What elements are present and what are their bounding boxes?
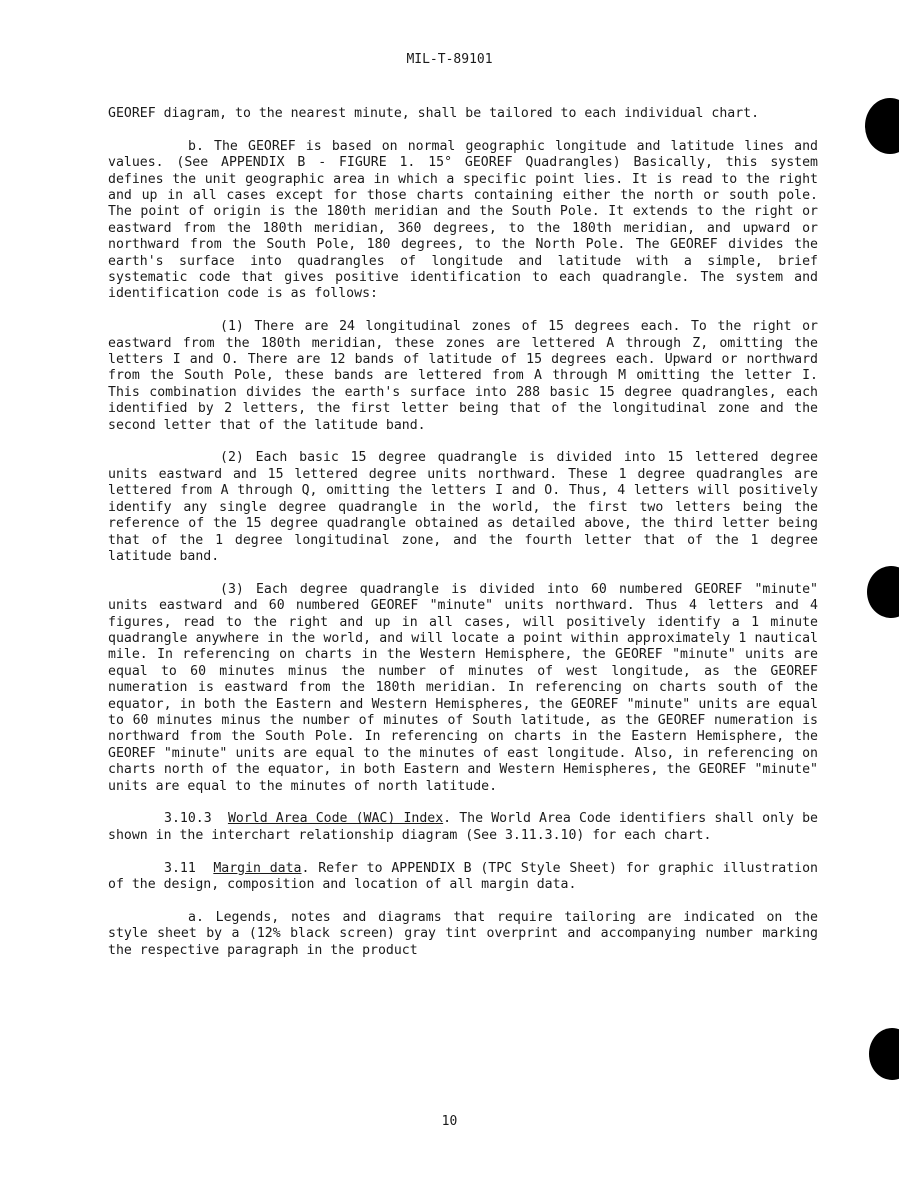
paragraph-1-longitudinal-zones: (1) There are 24 longitudinal zones of 15 degrees each. To the right or eastward from the 180th meridian, these zones are lettered A through Z, omitting the letters I and O. There are 12 bands of latitude of 15 degrees each. Upward or northward from the South Pole, these bands are lettered from A through M omitting the letter I. This combination divides the earth's surface into 288 basic 15 degree quadrangles, each identified by 2 letters, the first letter being that of the longitudinal zone and the second letter that of the latitude band. — [108, 319, 818, 433]
paragraph-continuation: GEOREF diagram, to the nearest minute, shall be tailored to each individual chart. — [108, 106, 760, 121]
section-heading: Margin data — [213, 860, 302, 876]
page-number: 10 — [441, 1114, 458, 1129]
paragraph-a-legends: a. Legends, notes and diagrams that require tailoring are indicated on the style sheet by a (12% black screen) gray tint overprint and accompanying number marking the respective paragraph in the product — [108, 909, 818, 958]
paragraph-b-georef-basis: b. The GEOREF is based on normal geographic longitude and latitude lines and values. (See APPENDIX B - FIGURE 1. 15° GEOREF Quadrangles) Basically, this system defines the unit geographic area in which a specific point lies. It is read to the right and up in all cases except for those charts containing either the north or south pole. The point of origin is the 180th meridian and the South Pole. It extends to the right or eastward from the 180th meridian, 360 degrees, to the 180th meridian, and upward or northward from the South Pole, 180 degrees, to the North Pole. The GEOREF divides the earth's surface into quadrangles of longitude and latitude with a simple, brief systematic code that gives positive identification to each quadrangle. The system and identification code is as follows: — [108, 138, 818, 302]
paragraph-3-minute-units: (3) Each degree quadrangle is divided into 60 numbered GEOREF "minute" units eastward and 60 numbered GEOREF "minute" units northward. Thus 4 letters and 4 figures, read to the right and up in all cases, will positively identify a 1 minute quadrangle anywhere in the world, and will locate a point within approximately 1 nautical mile. In referencing on charts in the Western Hemisphere, the GEOREF "minute" units are equal to 60 minutes minus the number of minutes of west longitude, as the GEOREF numeration is eastward from the 180th meridian. In referencing on charts south of the equator, in both the Eastern and Western Hemispheres, the GEOREF "minute" units are equal to 60 minutes minus the number of minutes of South latitude, as the GEOREF numeration is northward from the South Pole. In referencing on charts in the Eastern Hemisphere, the GEOREF "minute" units are equal to the minutes of east longitude. Also, in referencing on charts north of the equator, in both Eastern and Western Hemispheres, the GEOREF "minute" units are equal to the minutes of north latitude. — [108, 581, 818, 794]
section-number: 3.10.3 — [164, 811, 212, 827]
section-3-10-3 — [108, 811, 818, 844]
document-id-header: MIL-T-89101 — [406, 52, 493, 67]
section-heading: World Area Code (WAC) Index — [227, 811, 444, 827]
body-text — [108, 106, 818, 975]
section-text: . Refer to APPENDIX B (TPC Style Sheet) for graphic illustration of the design, composition and location of all margin data. — [108, 860, 818, 892]
section-3-11 — [108, 861, 818, 894]
section-text: . The World Area Code identifiers shall only be shown in the interchart relationship diagram (See 3.11.3.10) for each chart. — [108, 811, 818, 843]
punch-hole-top — [865, 98, 899, 154]
punch-hole-middle — [867, 566, 899, 618]
punch-hole-bottom — [869, 1028, 899, 1080]
section-number: 3.11 — [164, 860, 196, 876]
paragraph-2-degree-quadrangles: (2) Each basic 15 degree quadrangle is divided into 15 lettered degree units eastward and 15 lettered degree units northward. These 1 degree quadrangles are lettered from A through Q, omitting the letters I and O. Thus, 4 letters will positively identify any single degree quadrangle in the world, the first two letters being the reference of the 15 degree quadrangle obtained as detailed above, the third letter being that of the 1 degree longitudinal zone, and the fourth letter that of the 1 degree latitude band. — [108, 450, 818, 564]
